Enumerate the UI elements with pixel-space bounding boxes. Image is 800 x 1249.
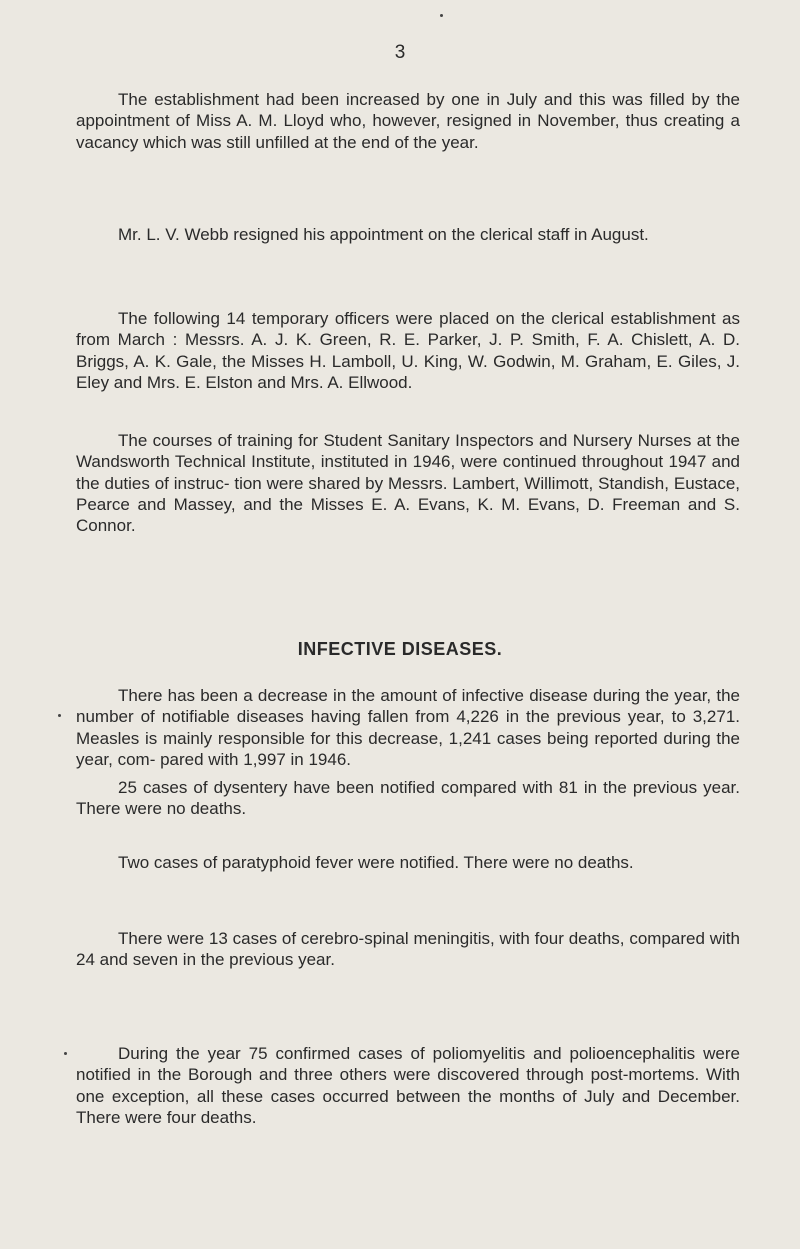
paragraph-training-courses: The courses of training for Student Sanitary Inspectors and Nursery Nurses at the Wandsworth Technical Institute, instituted in 1946, were continued throughout 1947 and the duties of instruc- tion were shared by Messrs. Lambert, Willimott, Standish, Eustace, Pearce and Massey, and the Misses E. A. Evans, K. M. Evans, D. Freeman and S. Connor.: [76, 431, 740, 536]
print-speck: [64, 1052, 67, 1055]
paragraph-dysentery: 25 cases of dysentery have been notified compared with 81 in the previous year. There were no deaths.: [76, 778, 740, 819]
paragraph-meningitis: There were 13 cases of cerebro-spinal meningitis, with four deaths, compared with 24 and seven in the previous year.: [76, 929, 740, 970]
paragraph-paratyphoid: Two cases of paratyphoid fever were notified. There were no deaths.: [118, 853, 634, 872]
paragraph-poliomyelitis: During the year 75 confirmed cases of poliomyelitis and polioencephalitis were notified in the Borough and three others were discovered through post-mortems. With one exception, all these cases occurred between the months of July and December. There were four deaths.: [76, 1044, 740, 1127]
page-number: 3: [394, 42, 406, 63]
print-speck: [58, 714, 61, 717]
print-speck: [440, 14, 443, 17]
paragraph-infective-decrease: There has been a decrease in the amount of infective disease during the year, the number of notifiable diseases having fallen from 4,226 in the previous year, to 3,271. Measles is mainly responsible for this decrease, 1,241 cases being reported during the year, com- pared with 1,997 in 1946.: [76, 686, 740, 769]
paragraph-temporary-officers: The following 14 temporary officers were placed on the clerical establishment as from March : Messrs. A. J. K. Green, R. E. Parker, J. P. Smith, F. A. Chislett, A. D. Briggs, A. K. Gale, the Misses H. Lamboll, U. King, W. Godwin, M. Graham, E. Giles, J. Eley and Mrs. E. Elston and Mrs. A. Ellwood.: [76, 309, 740, 392]
paragraph-webb-resignation: Mr. L. V. Webb resigned his appointment on the clerical staff in August.: [118, 225, 649, 244]
paragraph-establishment: The establishment had been increased by one in July and this was filled by the appointment of Miss A. M. Lloyd who, however, resigned in November, thus creating a vacancy which was still unfilled at the end of the year.: [76, 90, 740, 152]
section-heading: INFECTIVE DISEASES.: [297, 639, 503, 659]
